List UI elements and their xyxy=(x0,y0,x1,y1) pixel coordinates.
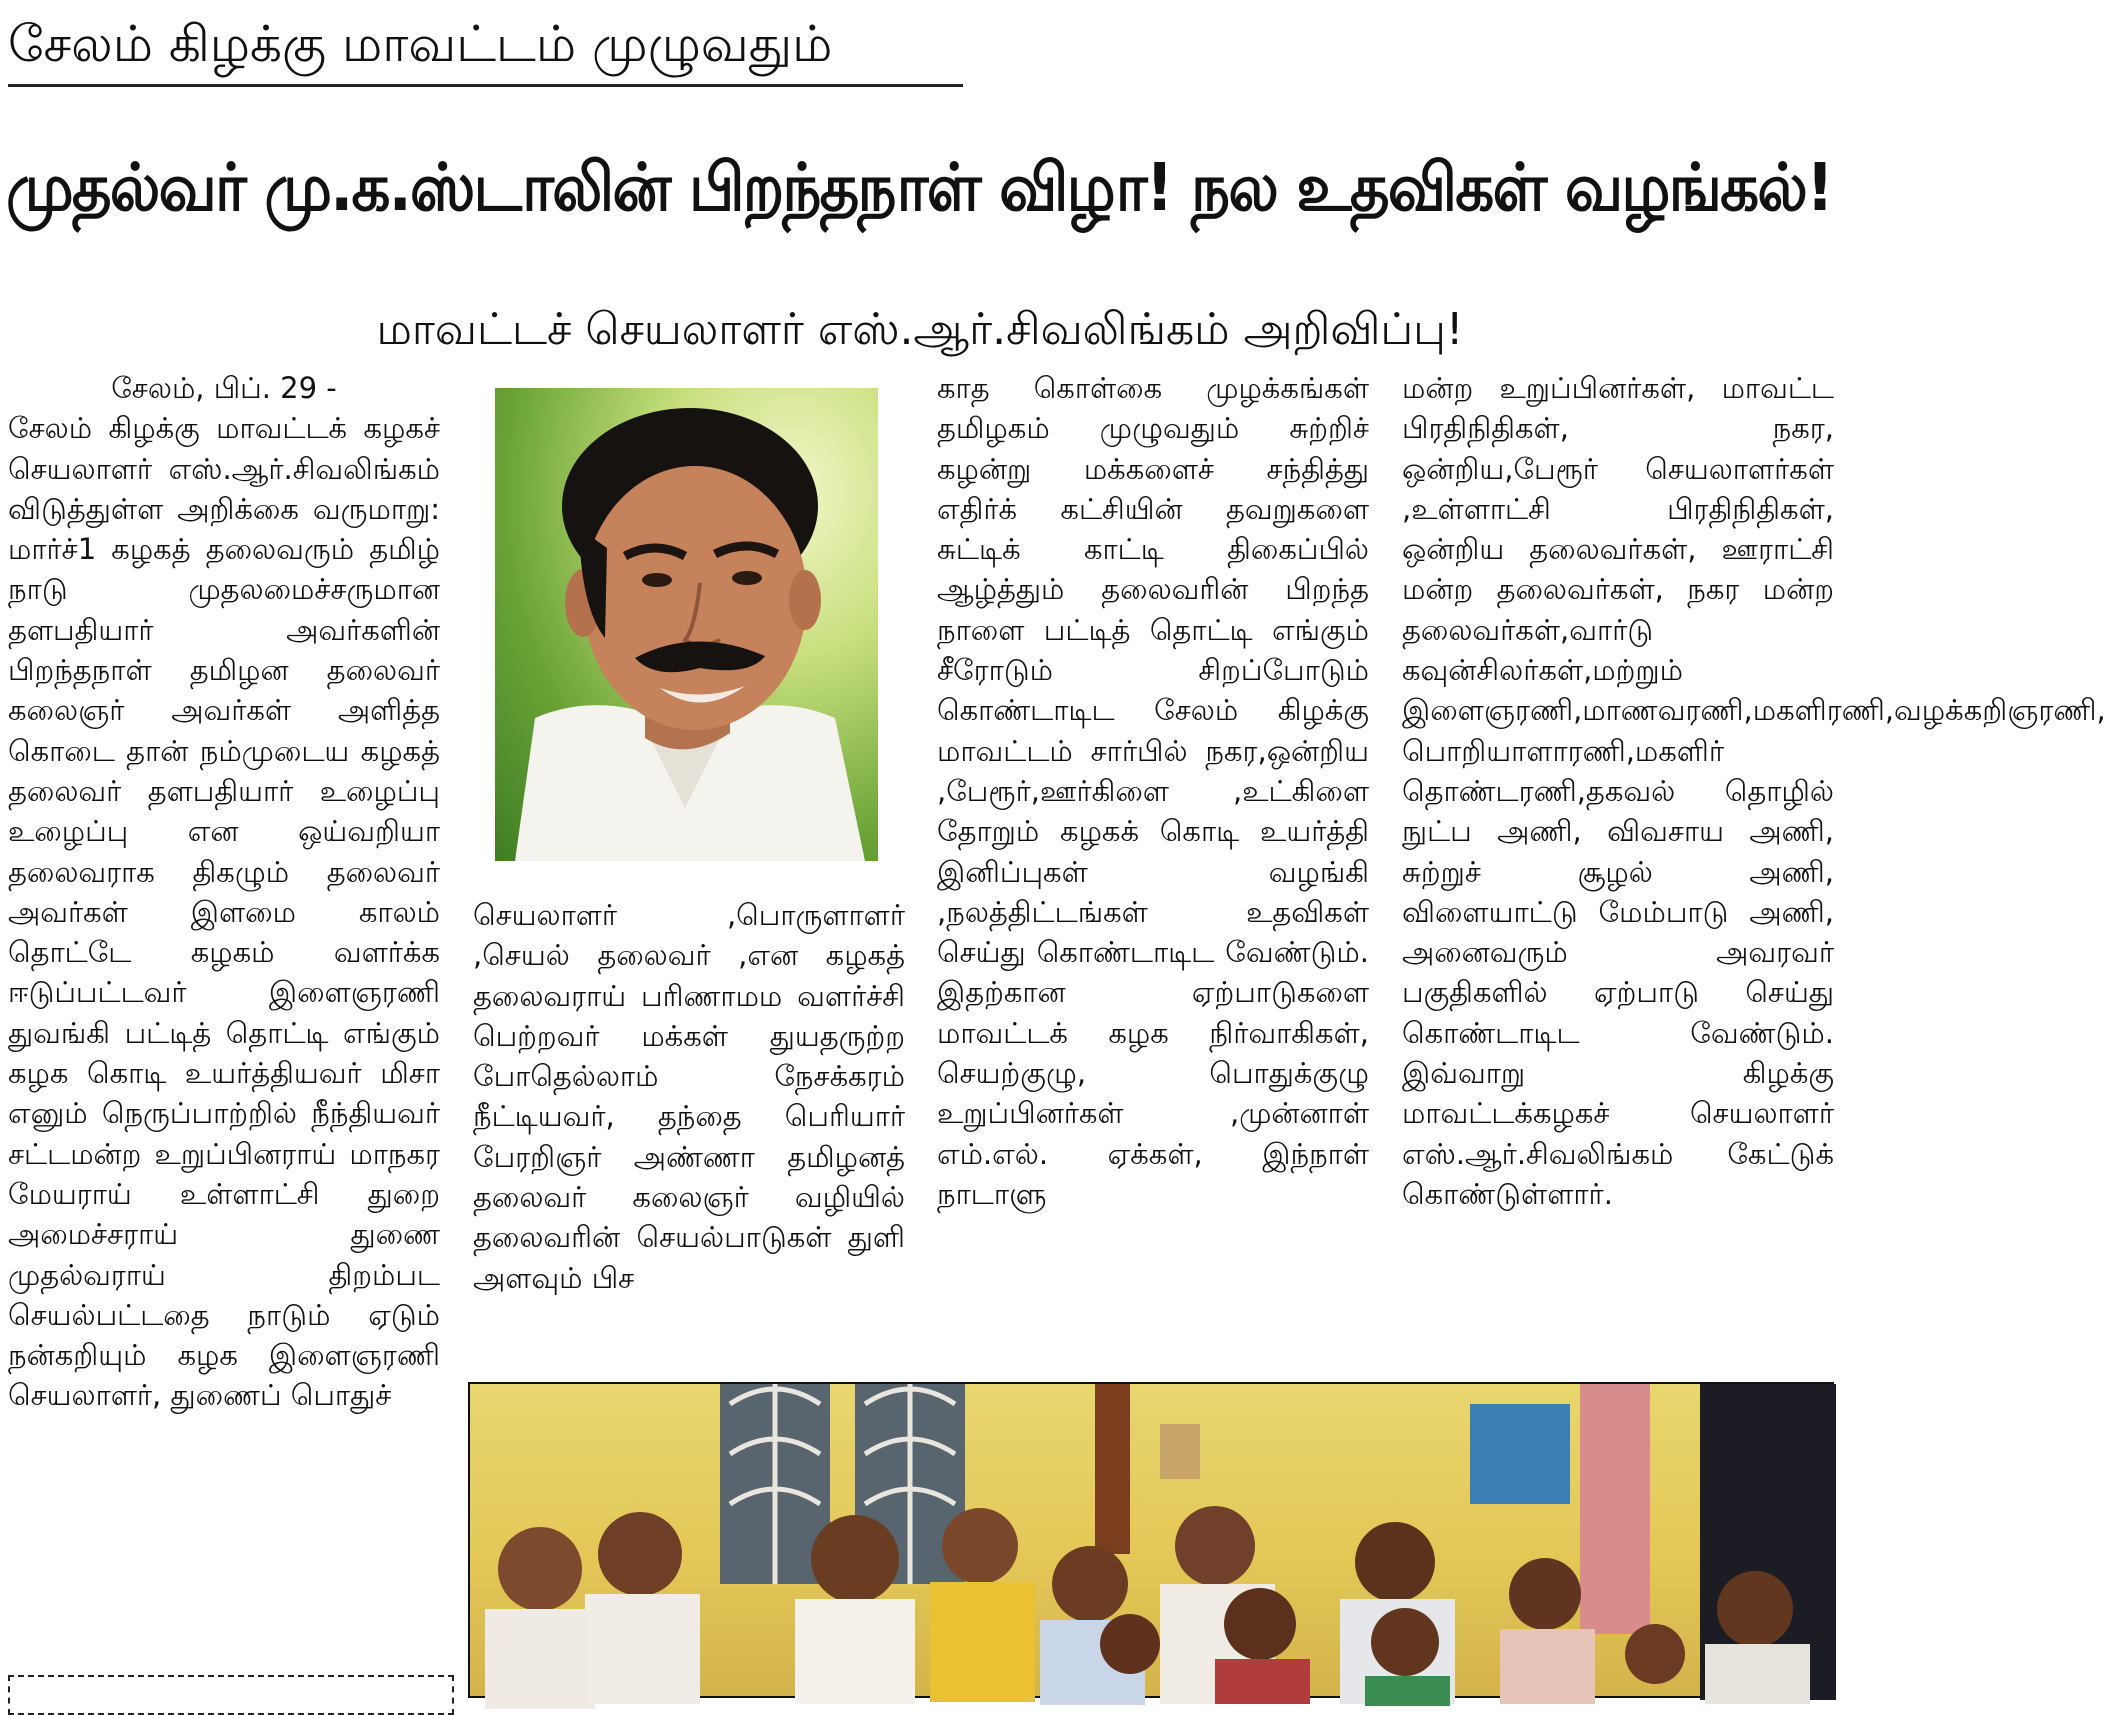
group-photo-scene xyxy=(470,1384,1836,1700)
portrait-photo xyxy=(495,388,878,861)
dateline: சேலம், பிப். 29 - xyxy=(111,371,337,405)
subheadline: மாவட்டச் செயலாளர் எஸ்.ஆர்.சிவலிங்கம் அறிவிப்பு! xyxy=(376,304,1464,355)
article-column-4 xyxy=(1402,368,2106,1368)
article-column-2 xyxy=(473,895,905,1365)
next-article-box xyxy=(8,1675,454,1715)
headline: முதல்வர் மு.க.ஸ்டாலின் பிறந்தநாள் விழா! நல உதவிகள் வழங்கல்! xyxy=(6,149,1833,226)
portrait-figure xyxy=(495,388,878,861)
column-text: செயலாளர் ,பொருளாளர் ,செயல் தலைவர் ,என கழகத் தலைவராய் பரிணாமம வளர்ச்சி பெற்றவர் மக்கள் துயதருற்ற போதெல்லாம் நேசக்கரம் நீட்டியவர், தந்தை பெரியார் பேரறிஞர் அண்ணா தமிழனத் தலைவர் கலைஞர் வழியில் தலைவரின் செயல்பாடுகள் துளி அளவும் பிச xyxy=(473,898,905,1295)
article-column-1 xyxy=(8,368,440,1678)
group-photo xyxy=(468,1382,1834,1698)
kicker-heading: சேலம் கிழக்கு மாவட்டம் முழுவதும் xyxy=(8,4,963,87)
article-column-3 xyxy=(937,368,1369,1368)
column-text: சேலம் கிழக்கு மாவட்டக் கழகச் செயலாளர் எஸ்.ஆர்.சிவலிங்கம் விடுத்துள்ள அறிக்கை வருமாறு: மார்ச்1 கழகத் தலைவரும் தமிழ் நாடு முதலமைச்சருமான தளபதியார் அவர்களின் பிறந்தநாள் தமிழன தலைவர் கலைஞர் அவர்கள் அளித்த கொடை தான் நம்முடைய கழகத் தலைவர் தளபதியார் உழைப்பு உழைப்பு என ஒய்வறியா தலைவராக திகழும் தலைவர் அவர்கள் இளமை காலம் தொட்டே கழகம் வளர்க்க ஈடுப்பட்டவர் இளைஞரணி துவங்கி பட்டித் தொட்டி எங்கும் கழக கொடி உயர்த்தியவர் மிசா எனும் நெருப்பாற்றில் நீந்தியவர் சட்டமன்ற உறுப்பினராய் மாநகர மேயராய் உள்ளாட்சி துறை அமைச்சராய் துணை முதல்வராய் திறம்பட செயல்பட்டதை நாடும் ஏடும் நன்கறியும் கழக இளைஞரணி செயலாளர், துணைப் பொதுச் xyxy=(8,411,440,1413)
column-text: காத கொள்கை முழக்கங்கள் தமிழகம் முழுவதும் சுற்றிச் கழன்று மக்களைச் சந்தித்து எதிர்க் கட்சியின் தவறுகளை சுட்டிக் காட்டி திகைப்பில் ஆழ்த்தும் தலைவரின் பிறந்த நாளை பட்டித் தொட்டி எங்கும் சீரோடும் சிறப்போடும் கொண்டாடிட சேலம் கிழக்கு மாவட்டம் சார்பில் நகர,ஒன்றிய ,பேரூர்,ஊர்கிளை ,உட்கிளை தோறும் கழகக் கொடி உயர்த்தி இனிப்புகள் வழங்கி ,நலத்திட்டங்கள் உதவிகள் செய்து கொண்டாடிட வேண்டும். இதற்கான ஏற்பாடுகளை மாவட்டக் கழக நிர்வாகிகள், செயற்குழு, பொதுக்குழு உறுப்பினர்கள் ,முன்னாள் எம்.எல். ஏக்கள், இந்நாள் நாடாளு xyxy=(937,371,1369,1211)
column-text: மன்ற உறுப்பினர்கள், மாவட்ட பிரதிநிதிகள், நகர, ஒன்றிய,பேரூர் செயலாளர்கள் ,உள்ளாட்சி பிரதிநிதிகள், ஒன்றிய தலைவர்கள், ஊராட்சி மன்ற தலைவர்கள், நகர மன்ற தலைவர்கள்,வார்டு கவுன்சிலர்கள்,மற்றும் இளைஞரணி,மாணவரணி,மகளிரணி,வழக்கறிஞரணி, பொறியாளாரணி,மகளிர் தொண்டரணி,தகவல் தொழில் நுட்ப அணி, விவசாய அணி, சுற்றுச் சூழல் அணி, விளையாட்டு மேம்பாடு அணி, அனைவரும் அவரவர் பகுதிகளில் ஏற்பாடு செய்து கொண்டாடிட வேண்டும். இவ்வாறு கிழக்கு மாவட்டக்கழகச் செயலாளர் எஸ்.ஆர்.சிவலிங்கம் கேட்டுக் கொண்டுள்ளார். xyxy=(1402,371,2106,1211)
